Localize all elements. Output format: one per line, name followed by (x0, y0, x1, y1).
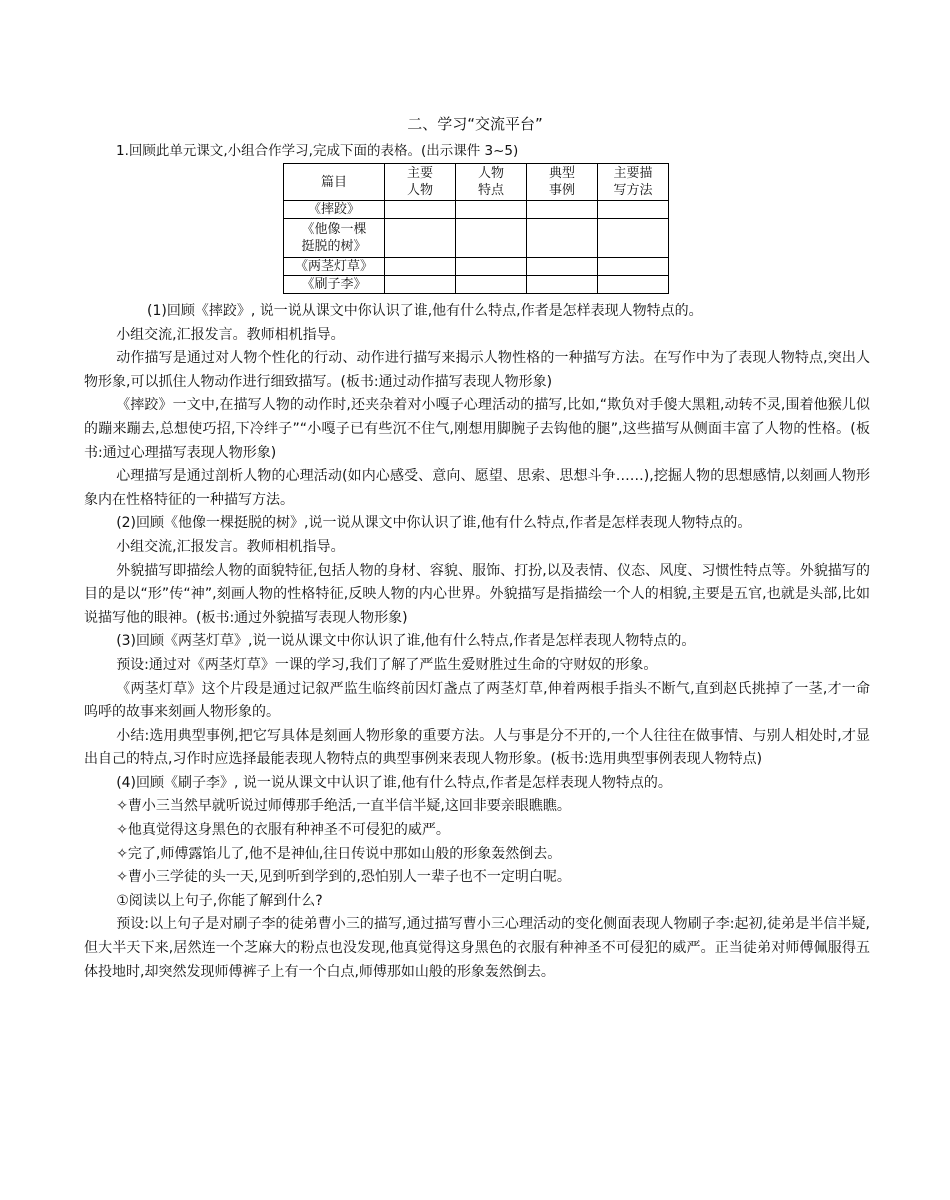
table-header-cell (456, 164, 527, 201)
paragraph: 动作描写是通过对人物个性化的行动、动作进行描写来揭示人物性格的一种描写方法。在写作中为了表现人物特点,突出人物形象,可以抓住人物动作进行细致描写。(板书:通过动作描写表现人物形象) (84, 350, 870, 390)
table-row-title: 《两茎灯草》 (284, 258, 385, 276)
paragraph: 外貌描写即描绘人物的面貌特征,包括人物的身材、容貌、服饰、打扮,以及表情、仪态、风度、习惯性特点等。外貌描写的目的是以“形”传“神”,刻画人物的性格特征,反映人物的内心世界。外貌描写是指描绘一个人的相貌,主要是五官,也就是头部,比如说描写他的眼神。(板书:通过外貌描写表现人物形象) (84, 562, 870, 626)
paragraph: 《摔跤》一文中,在描写人物的动作时,还夹杂着对小嘎子心理活动的描写,比如,“欺负对手傻大黑粗,动转不灵,围着他猴儿似的蹦来蹦去,总想使巧招,下冷绊子”“小嘎子已有些沉不住气,刚想用脚腕子去钩他的腿”,这些描写从侧面丰富了人物的性格。(板书:通过心理描写表现人物形象) (84, 397, 870, 461)
header-text: 主要描 写方法 (613, 166, 653, 198)
table-row-title: 《刷子李》 (284, 276, 385, 294)
header-text: 主要 人物 (406, 166, 433, 198)
table-row (284, 201, 669, 219)
question-3: (3)回顾《两茎灯草》,说一说从课文中你认识了谁,他有什么特点,作者是怎样表现人物特点的。 (116, 633, 696, 650)
table-cell (385, 201, 456, 219)
table-cell (598, 258, 669, 276)
table-row-title: 《摔跤》 (284, 201, 385, 219)
question-2: (2)回顾《他像一棵挺脱的树》,说一说从课文中你认识了谁,他有什么特点,作者是怎样表现人物特点的。 (116, 515, 752, 532)
table-cell (385, 219, 456, 258)
table-cell (456, 201, 527, 219)
paragraph: 《两茎灯草》这个片段是通过记叙严监生临终前因灯盏点了两茎灯草,伸着两根手指头不断气,直到赵氏挑掉了一茎,才一命呜呼的故事来刻画人物形象的。 (84, 680, 870, 721)
summary-paragraph: 小结:选用典型事例,把它写具体是刻画人物形象的重要方法。人与事是分不开的,一个人往往在做事情、与别人相处时,才显出自己的特点,习作时应选择最能表现人物特点的典型事例来表现人物形象。(板书:选用典型事例表现人物特点) (84, 727, 870, 768)
table-cell (456, 219, 527, 258)
table-header-cell (598, 164, 669, 201)
table-row (284, 258, 669, 276)
table-cell (385, 258, 456, 276)
header-text: 典型 事例 (548, 166, 575, 198)
table-row (284, 219, 669, 258)
intro-line: 1.回顾此单元课文,小组合作学习,完成下面的表格。(出示课件 3~5) (116, 143, 519, 159)
header-text: 篇目 (320, 174, 347, 190)
quote-item: ✧他真觉得这身黑色的衣服有种神圣不可侵犯的威严。 (116, 822, 450, 839)
table-cell (385, 276, 456, 294)
table-cell (527, 201, 598, 219)
question-4: (4)回顾《刷子李》, 说一说从课文中认识了谁,他有什么特点,作者是怎样表现人物特点的。 (116, 774, 672, 791)
paragraph: 小组交流,汇报发言。教师相机指导。 (116, 326, 345, 343)
table-cell (598, 219, 669, 258)
section-title: 二、学习“交流平台” (407, 115, 543, 133)
table-row-title: 《他像一棵 挺脱的树》 (284, 219, 385, 258)
question-1: (1)回顾《摔跤》, 说一说从课文中你认识了谁,他有什么特点,作者是怎样表现人物特点的。 (147, 303, 703, 319)
header-text: 人物 特点 (477, 166, 504, 198)
table-header-row (284, 164, 669, 201)
question-sub: ①阅读以上句子,你能了解到什么? (116, 892, 323, 909)
table-cell (456, 258, 527, 276)
table-cell (527, 219, 598, 258)
paragraph: 心理描写是通过剖析人物的心理活动(如内心感受、意向、愿望、思索、思想斗争……),挖掘人物的思想感情,以刻画人物形象内在性格特征的一种描写方法。 (84, 468, 870, 508)
table-row (284, 276, 669, 294)
table-cell (456, 276, 527, 294)
paragraph: 预设:通过对《两茎灯草》一课的学习,我们了解了严监生爱财胜过生命的守财奴的形象。 (116, 656, 658, 673)
table-cell (527, 276, 598, 294)
summary-table (283, 163, 669, 294)
table-cell (598, 276, 669, 294)
table-header-cell (284, 164, 385, 201)
table-header-cell (527, 164, 598, 201)
quote-item: ✧完了,师傅露馅儿了,他不是神仙,往日传说中那如山般的形象轰然倒去。 (116, 845, 562, 862)
paragraph: 预设:以上句子是对刷子李的徒弟曹小三的描写,通过描写曹小三心理活动的变化侧面表现人物刷子李:起初,徒弟是半信半疑,但大半天下来,居然连一个芝麻大的粉点也没发现,他真觉得这身黑色的衣服有种神圣不可侵犯的威严。正当徒弟对师傅佩服得五体投地时,却突然发现师傅裤子上有一个白点,师傅那如山般的形象轰然倒去。 (84, 916, 870, 980)
quote-item: ✧曹小三学徒的头一天,见到听到学到的,恐怕别人一辈子也不一定明白呢。 (116, 869, 571, 886)
table-cell (527, 258, 598, 276)
quote-item: ✧曹小三当然早就听说过师傅那手绝活,一直半信半疑,这回非要亲眼瞧瞧。 (116, 798, 571, 815)
paragraph: 小组交流,汇报发言。教师相机指导。 (116, 538, 345, 555)
table-header-cell (385, 164, 456, 201)
body-text (84, 300, 870, 984)
table-cell (598, 201, 669, 219)
